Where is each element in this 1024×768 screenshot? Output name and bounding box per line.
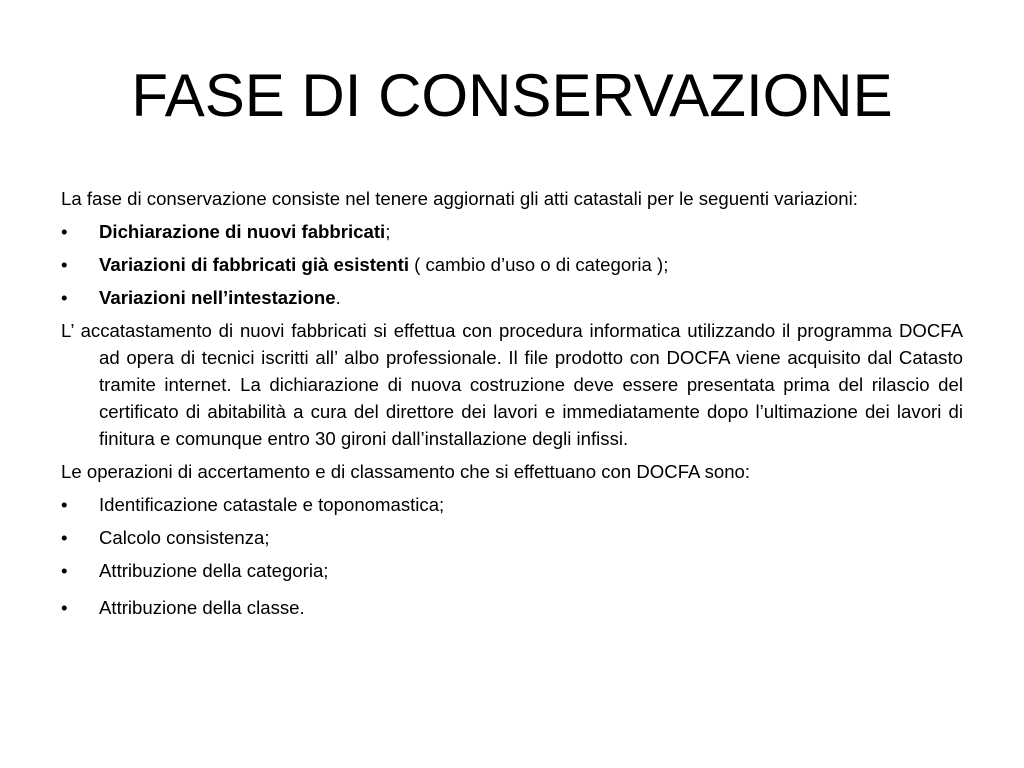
- bullet-icon: •: [61, 287, 68, 308]
- operation-text: Attribuzione della classe.: [99, 597, 305, 618]
- variation-rest: .: [335, 287, 341, 308]
- operation-text: Identificazione catastale e toponomastica;: [99, 494, 445, 515]
- variation-bold: Dichiarazione di nuovi fabbricati: [99, 221, 386, 242]
- docfa-paragraph: L’ accatastamento di nuovi fabbricati si effettua con procedura informatica utilizzando il programma DOCFA ad opera di tecnici iscritti all’ albo professionale. Il file prodotto con DOCFA viene acquisito dal Catasto tramite internet. La dichiarazione di nuova costruzione deve essere presentata prima del rilascio del certificato di abitabilità a cura del direttore dei lavori e immediatamente dopo l’ultimazione dei lavori di finitura e comunque entro 30 gironi dall’installazione degli infissi.: [61, 320, 963, 449]
- intro-paragraph: La fase di conservazione consiste nel tenere aggiornati gli atti catastali per le seguenti variazioni:: [61, 188, 858, 209]
- operation-text: Calcolo consistenza;: [99, 527, 270, 548]
- slide-title: FASE DI CONSERVAZIONE: [131, 62, 893, 129]
- operation-item: [61, 557, 963, 584]
- variation-rest: ;: [385, 221, 391, 242]
- bullet-icon: •: [61, 527, 68, 548]
- slide-body: [61, 185, 963, 627]
- bullet-icon: •: [61, 221, 68, 242]
- variation-bold: Variazioni di fabbricati già esistenti: [99, 254, 409, 275]
- bullet-icon: •: [61, 494, 68, 515]
- variation-item: [61, 284, 963, 311]
- bullet-icon: •: [61, 597, 68, 618]
- bullet-icon: •: [61, 254, 68, 275]
- operation-text: Attribuzione della categoria;: [99, 560, 329, 581]
- operation-item: [61, 594, 963, 621]
- operations-intro: Le operazioni di accertamento e di classamento che si effettuano con DOCFA sono:: [61, 461, 751, 482]
- operation-item: [61, 524, 963, 551]
- variation-item: [61, 251, 963, 278]
- variation-item: [61, 218, 963, 245]
- variation-bold: Variazioni nell’intestazione: [99, 287, 336, 308]
- bullet-icon: •: [61, 560, 68, 581]
- variation-rest: ( cambio d’uso o di categoria );: [408, 254, 669, 275]
- operation-item: [61, 491, 963, 518]
